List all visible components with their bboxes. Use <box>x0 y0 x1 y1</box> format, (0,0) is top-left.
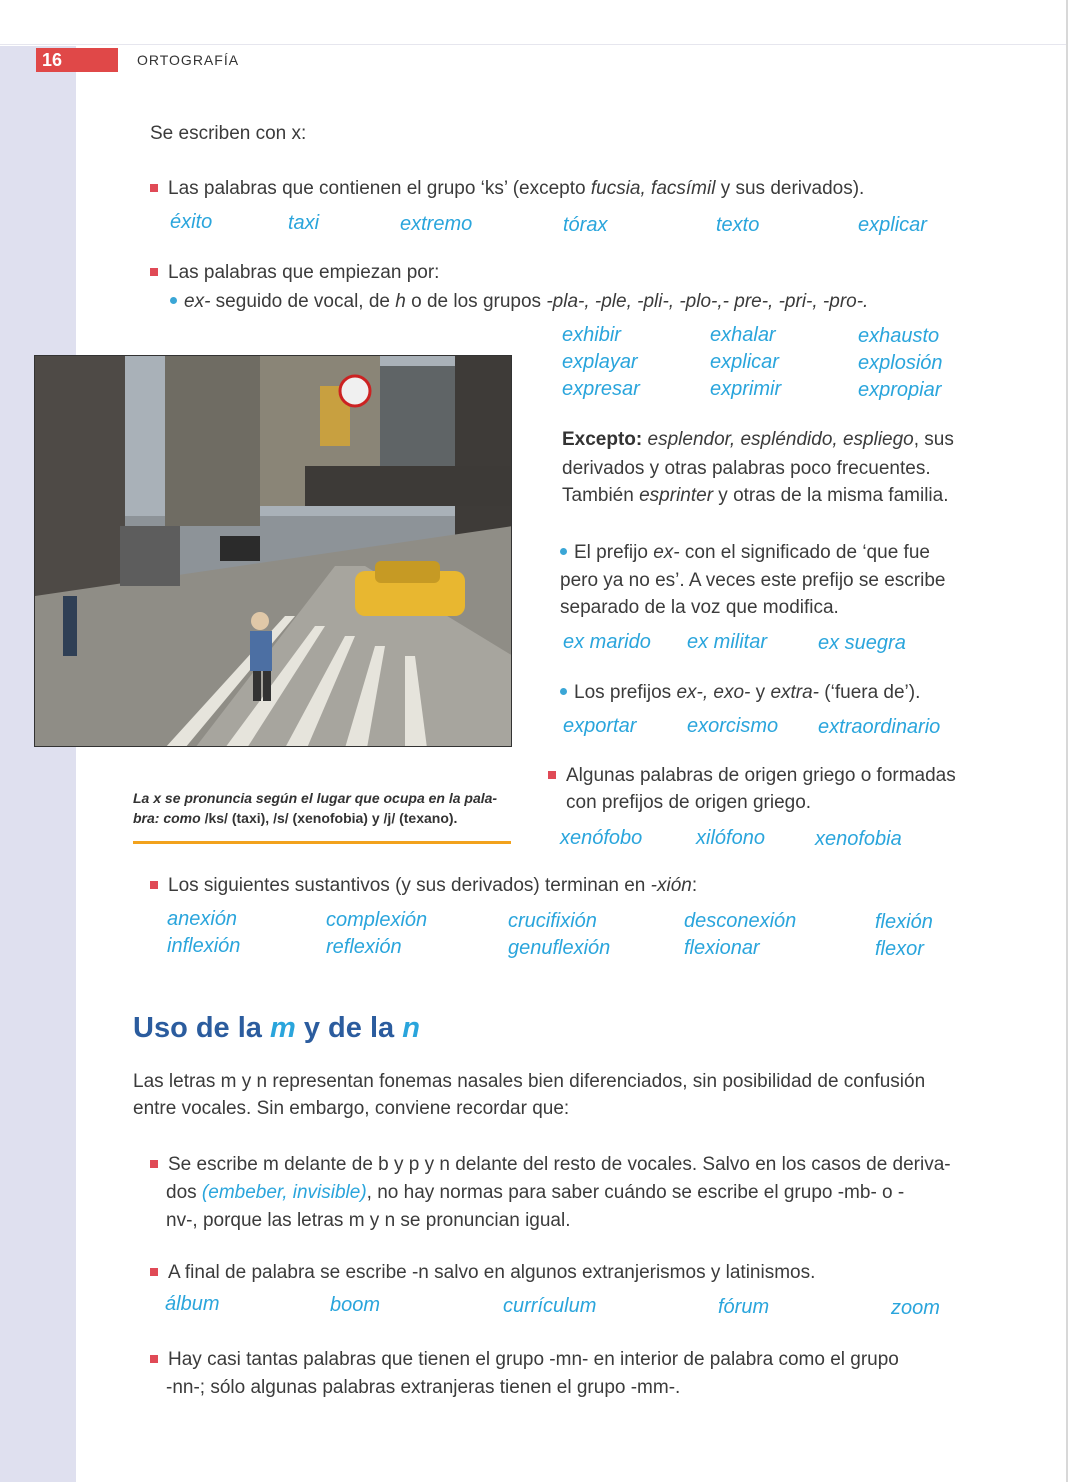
xion-rule: Los siguientes sustantivos (y sus derivados) terminan en -xión: <box>150 872 697 900</box>
example-word: boom <box>330 1294 381 1316</box>
caption-line-2: bra: como /ks/ (taxi), /s/ (xenofobia) y /j/ (texano). <box>133 810 458 826</box>
page-sidebar <box>0 46 76 1482</box>
example-word: ex marido <box>563 631 651 653</box>
example-word: complexión <box>326 909 428 931</box>
example-word: explicar <box>858 214 927 236</box>
caption-rule <box>133 841 511 844</box>
example-word: flexión <box>875 911 933 933</box>
example-word: taxi <box>288 212 320 234</box>
bullet-icon <box>150 184 158 192</box>
section-title: ORTOGRAFÍA <box>137 52 240 68</box>
example-word: inflexión <box>167 935 241 957</box>
rule-ks: Las palabras que contienen el grupo ‘ks’ (excepto fucsia, facsímil y sus derivados). <box>150 175 864 203</box>
example-word: explosión <box>858 352 943 374</box>
greek-line-1: Algunas palabras de origen griego o formadas <box>548 762 956 790</box>
example-word: xilófono <box>696 827 765 849</box>
intro-text: Se escriben con x: <box>150 123 307 144</box>
example-word: éxito <box>170 211 213 233</box>
greek-line-2: con prefijos de origen griego. <box>566 792 812 813</box>
rule-ex: Las palabras que empiezan por: <box>150 259 439 287</box>
example-word: genuflexión <box>508 937 611 959</box>
except-line-1: Excepto: esplendor, espléndido, espliego, sus <box>562 429 954 450</box>
photo-caption <box>133 788 513 828</box>
example-word: fórum <box>718 1296 770 1318</box>
example-word: exorcismo <box>687 715 779 737</box>
example-word: exportar <box>563 715 637 737</box>
mn-rule-1-line-1: Se escribe m delante de b y p y n delante del resto de vocales. Salvo en los casos de deriva- <box>150 1151 951 1179</box>
example-word: crucifixión <box>508 910 597 932</box>
prefix-ex-line-3: separado de la voz que modifica. <box>560 597 839 618</box>
header-rule <box>0 44 1068 45</box>
example-word: explicar <box>710 351 779 373</box>
prefix-ex-line-2: pero ya no es’. A veces este prefijo se escribe <box>560 570 946 591</box>
example-word: tórax <box>563 214 608 236</box>
example-word: álbum <box>165 1293 220 1315</box>
example-word: extraordinario <box>818 716 941 738</box>
rule-ex-sub: ex- seguido de vocal, de h o de los grupos -pla-, -ple, -pli-, -plo-,- pre-, -pri-, -pro-. <box>170 288 868 316</box>
dot-bullet-icon <box>170 297 177 304</box>
page-number: 16 <box>36 48 118 72</box>
bullet-icon <box>548 771 556 779</box>
example-word: explayar <box>562 351 638 373</box>
example-word: flexor <box>875 938 924 960</box>
prefix-exo-line: Los prefijos ex-, exo- y extra- (‘fuera de’). <box>560 679 920 707</box>
mn-rule-1-line-3: nv-, porque las letras m y n se pronuncian igual. <box>166 1210 571 1231</box>
example-word: expresar <box>562 378 640 400</box>
caption-line-1: La x se pronuncia según el lugar que ocupa en la pala- <box>133 790 498 806</box>
bullet-icon <box>150 268 158 276</box>
street-scene-image <box>35 356 512 747</box>
example-word: reflexión <box>326 936 402 958</box>
example-word: xenofobia <box>815 828 902 850</box>
example-word: flexionar <box>684 937 760 959</box>
example-word: anexión <box>167 908 238 930</box>
section-heading: Uso de la m y de la n <box>133 1012 420 1044</box>
bullet-icon <box>150 1355 158 1363</box>
example-word: exhausto <box>858 325 940 347</box>
example-word: texto <box>716 214 760 236</box>
bullet-icon <box>150 881 158 889</box>
mn-rule-1-line-2: dos (embeber, invisible), no hay normas para saber cuándo se escribe el grupo -mb- o - <box>166 1182 905 1203</box>
street-photo <box>34 355 512 747</box>
except-line-2: derivados y otras palabras poco frecuentes. <box>562 458 931 479</box>
except-line-3: También esprinter y otras de la misma familia. <box>562 485 949 506</box>
example-word: currículum <box>503 1295 597 1317</box>
mn-rule-3-line-2: -nn-; sólo algunas palabras extranjeras tienen el grupo -mm-. <box>166 1377 681 1398</box>
mn-intro-line-2: entre vocales. Sin embargo, conviene recordar que: <box>133 1098 570 1119</box>
example-word: exprimir <box>710 378 782 400</box>
mn-rule-3-line-1: Hay casi tantas palabras que tienen el grupo -mn- en interior de palabra como el grupo <box>150 1346 899 1374</box>
mn-intro-line-1: Las letras m y n representan fonemas nasales bien diferenciados, sin posibilidad de confusión <box>133 1071 926 1092</box>
example-word: expropiar <box>858 379 942 401</box>
example-word: ex militar <box>687 631 768 653</box>
example-word: zoom <box>891 1297 940 1319</box>
example-word: ex suegra <box>818 632 906 654</box>
example-word: exhibir <box>562 324 621 346</box>
dot-bullet-icon <box>560 548 567 555</box>
bullet-icon <box>150 1268 158 1276</box>
example-word: desconexión <box>684 910 797 932</box>
dot-bullet-icon <box>560 688 567 695</box>
example-word: xenófobo <box>560 827 643 849</box>
example-word: exhalar <box>710 324 776 346</box>
bullet-icon <box>150 1160 158 1168</box>
example-word: extremo <box>400 213 473 235</box>
prefix-ex-line-1: El prefijo ex- con el significado de ‘que fue <box>560 539 930 567</box>
mn-rule-2: A final de palabra se escribe -n salvo en algunos extranjerismos y latinismos. <box>150 1259 815 1287</box>
